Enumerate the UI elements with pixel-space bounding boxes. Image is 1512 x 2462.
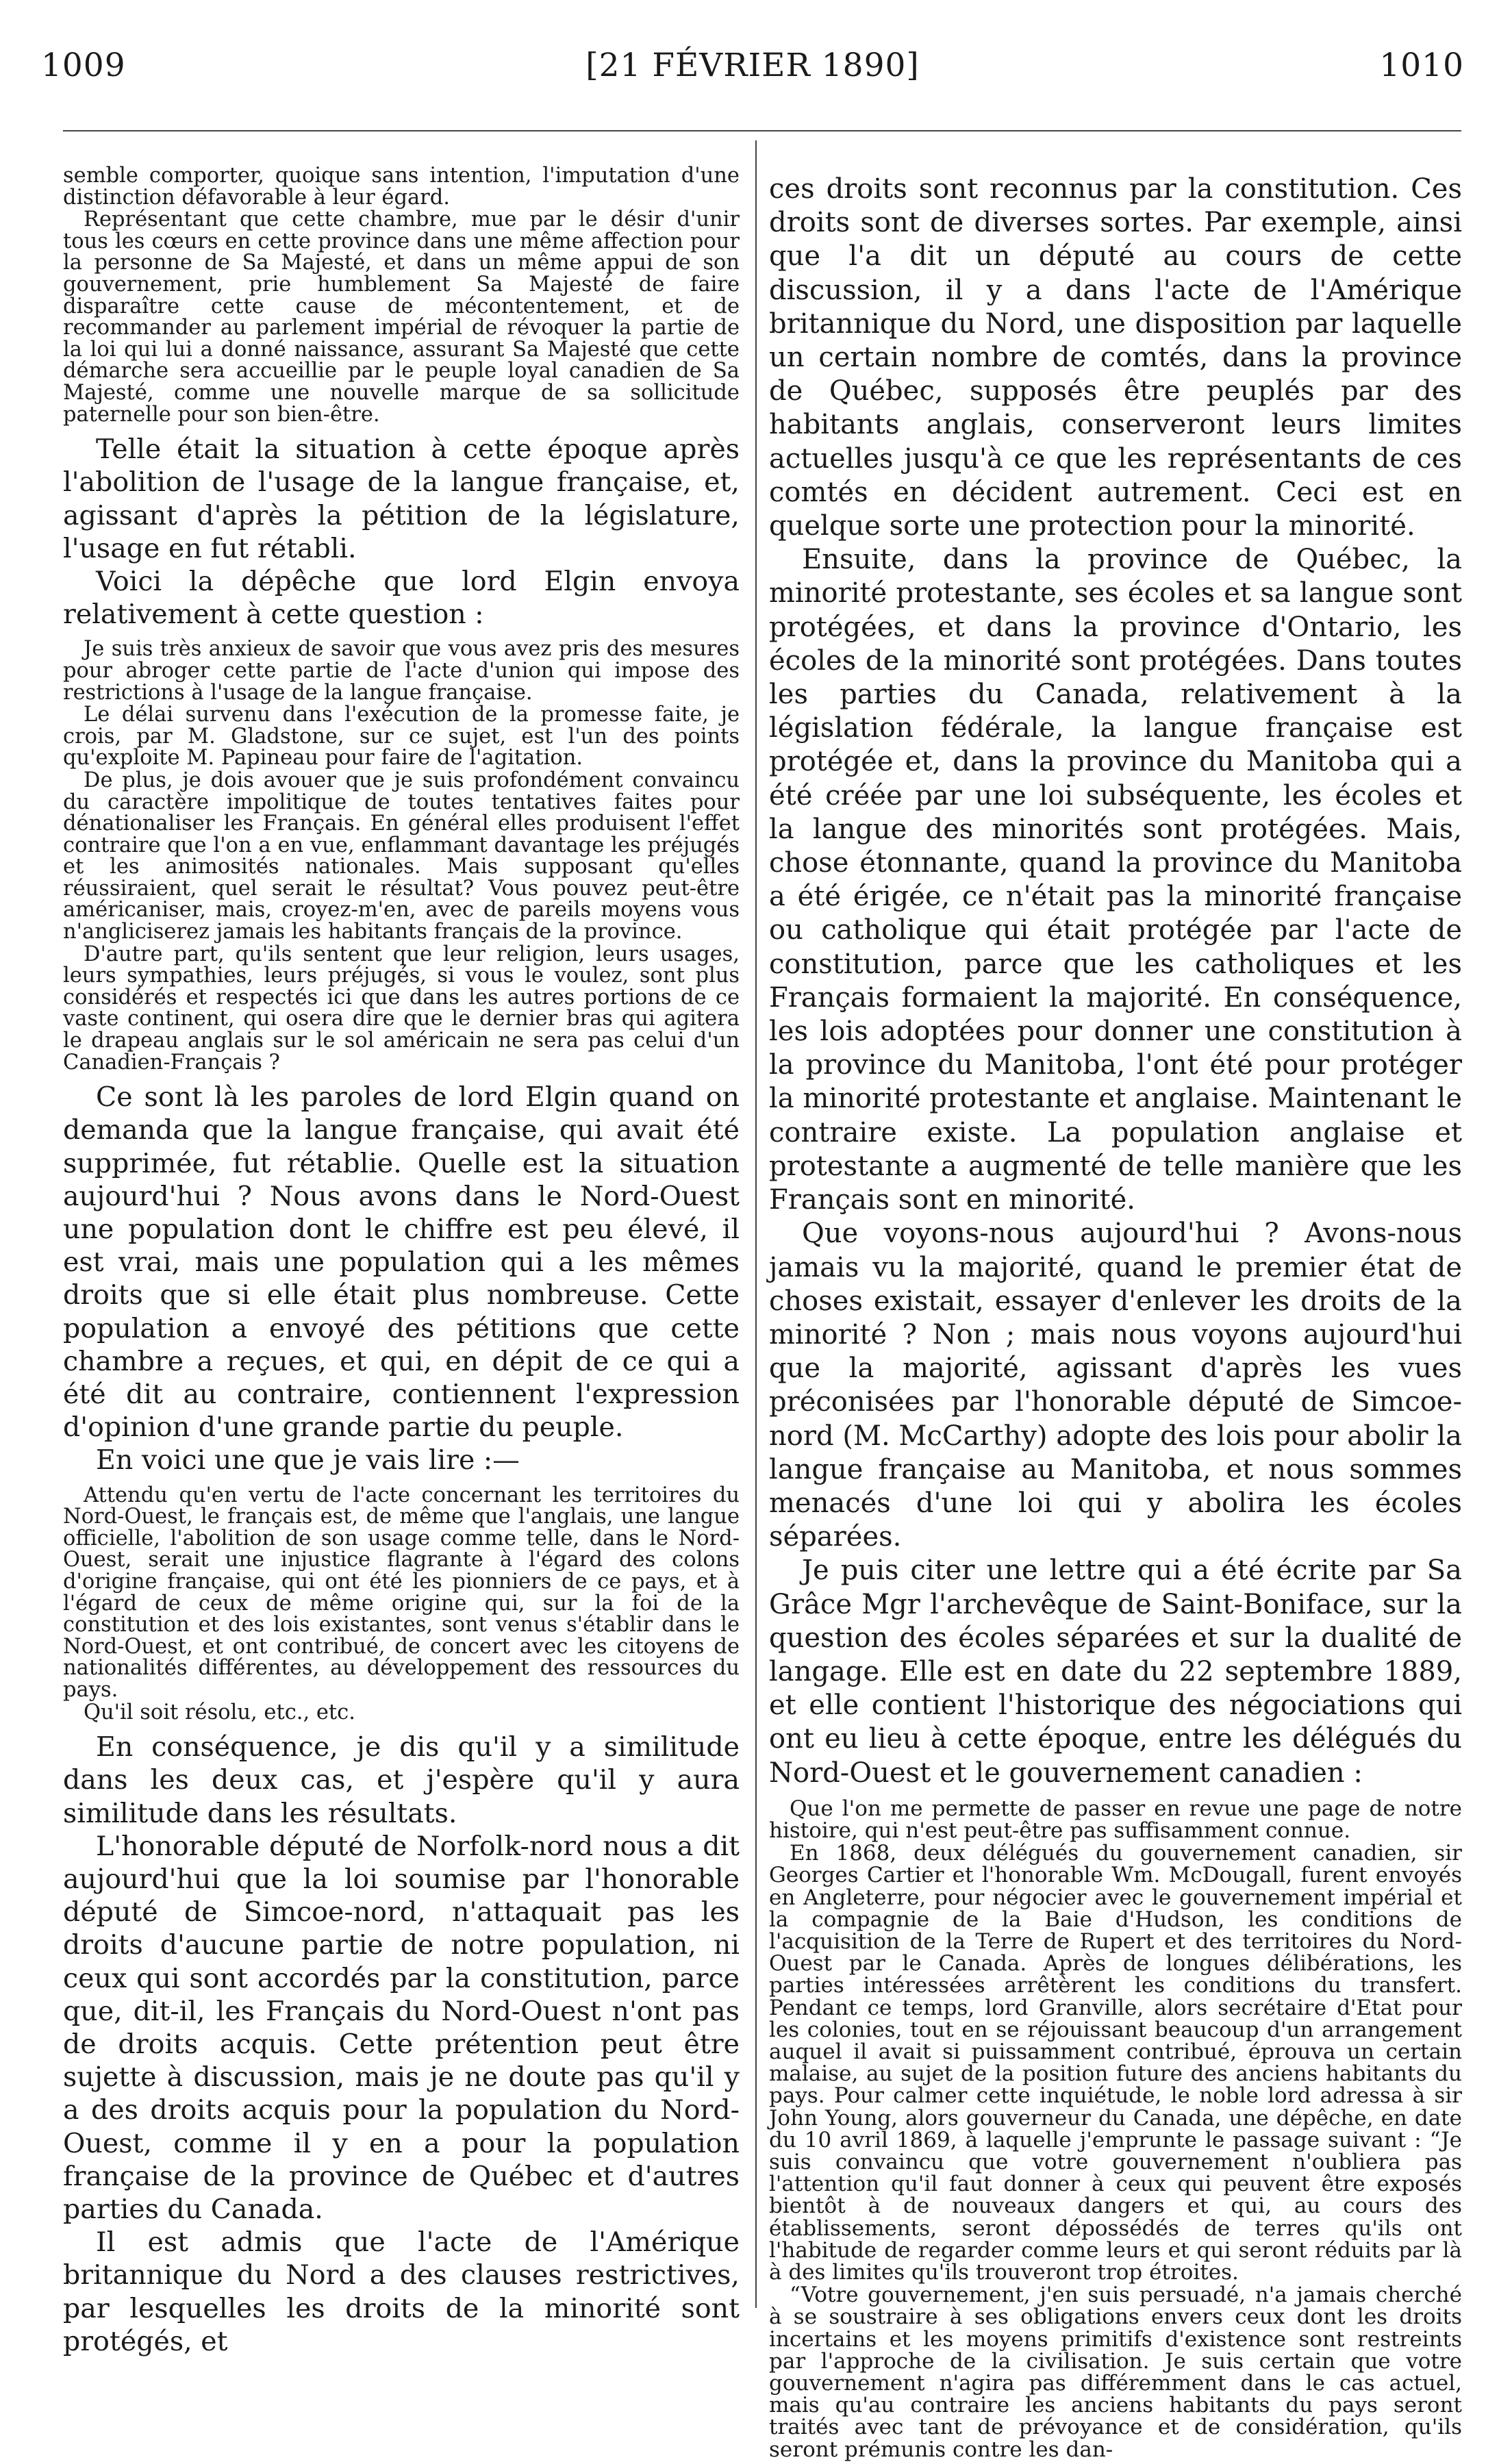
quoted-paragraph: Que l'on me permette de passer en revue une page de notre histoire, qui n'est peut-être pas suffisamment connue.	[769, 1796, 1462, 1843]
page-header	[41, 47, 1464, 101]
column-divider	[755, 140, 757, 2308]
quoted-paragraph: Attendu qu'en vertu de l'acte concernant les territoires du Nord-Ouest, le français est, de même que l'anglais, une langue officielle, l'abolition de son usage comme telle, dans le Nord-Ouest, serait une injustice flagrante à l'égard des colons d'origine française, qui ont été les pionniers de ce pays, et à l'égard de ceux de même origine qui, sur la foi de la constitution et des lois existantes, sont venus s'établir dans le Nord-Ouest, et ont contribué, de concert avec les citoyens de nationalités différentes, au développement des ressources du pays.	[63, 1483, 740, 1702]
paragraph: ces droits sont reconnus par la constitution. Ces droits sont de diverses sortes. Par exemple, ainsi que l'a dit un député au cours de cette discussion, il y a dans l'acte de l'Amérique britannique du Nord, une disposition par laquelle un certain nombre de comtés, dans la province de Québec, supposés être peuplés par des habitants anglais, conserveront leurs limites actuelles jusqu'à ce que les représentants de ces comtés en décident autrement. Ceci est en quelque sorte une protection pour la minorité.	[769, 173, 1462, 542]
right-column	[769, 173, 1462, 2461]
quoted-paragraph: Je suis très anxieux de savoir que vous avez pris des mesures pour abroger cette partie de l'acte d'union qui impose des restrictions à l'usage de la langue française.	[63, 637, 740, 705]
quoted-paragraph: Qu'il soit résolu, etc., etc.	[84, 1700, 355, 1724]
paragraph: En conséquence, je dis qu'il y a similitude dans les deux cas, et j'espère qu'il y aura similitude dans les résultats.	[63, 1731, 740, 1829]
quoted-paragraph: “Votre gouvernement, j'en suis persuadé, n'a jamais cherché à se soustraire à ses obligations envers ceux dont les droits incertains et les moyens primitifs d'existence sont restreints par l'approche de la civilisation. Je suis certain que votre gouvernement n'agira pas différemment dans le cas actuel, mais qu'au contraire les anciens habitants du pays seront traités avec tant de prévoyance et de considération, qu'ils seront prémunis contre les dan-	[769, 2283, 1462, 2462]
paragraph: L'honorable député de Norfolk-nord nous a dit aujourd'hui que la loi soumise par l'honorable député de Simcoe-nord, n'attaquait pas les droits d'aucune partie de notre population, ni ceux qui sont accordés par la constitution, parce que, dit-il, les Français du Nord-Ouest n'ont pas de droits acquis. Cette prétention peut être sujette à discussion, mais je ne doute pas qu'il y a des droits acquis pour la population du Nord-Ouest, comme il y en a pour la population française de la province de Québec et d'autres parties du Canada.	[63, 1830, 740, 2226]
paragraph: Telle était la situation à cette époque après l'abolition de l'usage de la langue française, et, agissant d'après la pétition de la législature, l'usage en fut rétabli.	[63, 434, 740, 564]
paragraph: Il est admis que l'acte de l'Amérique britannique du Nord a des clauses restrictives, par lesquelles les droits de la minorité sont protégés, et	[63, 2226, 740, 2357]
quoted-paragraph: D'autre part, qu'ils sentent que leur religion, leurs usages, leurs sympathies, leurs préjugés, si vous le voulez, sont plus considérés et respectés ici que dans les autres portions de ce vaste continent, qui osera dire que le dernier bras qui agitera le drapeau anglais sur le sol américain ne sera pas celui d'un Canadien-Français ?	[63, 942, 740, 1075]
page-number-left: 1009	[41, 47, 126, 84]
page-number-right: 1010	[1379, 47, 1464, 84]
left-column	[63, 164, 740, 2358]
paragraph: Je puis citer une lettre qui a été écrite par Sa Grâce Mgr l'archevêque de Saint-Boniface, sur la question des écoles séparées et sur la dualité de langage. Elle est en date du 22 septembre 1889, et elle contient l'historique des négociations qui ont eu lieu à cette époque, entre les délégués du Nord-Ouest et le gouvernement canadien :	[769, 1555, 1462, 1789]
paragraph: Ensuite, dans la province de Québec, la minorité protestante, ses écoles et sa langue sont protégées, et dans la province d'Ontario, les écoles de la minorité sont protégées. Dans toutes les parties du Canada, relativement à la législation fédérale, la langue française est protégée et, dans la province du Manitoba qui a été créée par une loi subséquente, les écoles et la langue des minorités sont protégées. Mais, chose étonnante, quand la province du Manitoba a été érigée, ce n'était pas la minorité française ou catholique qui était protégée par l'acte de constitution, parce que les catholiques et les Français formaient la majorité. En conséquence, les lois adoptées pour donner une constitution à la province du Manitoba, l'ont été pour protéger la minorité protestante et anglaise. Maintenant le contraire existe. La population anglaise et protestante a augmenté de telle manière que les Français sont en minorité.	[769, 544, 1462, 1216]
paragraph: En voici une que je vais lire :—	[96, 1444, 520, 1477]
header-rule	[63, 130, 1461, 131]
quoted-paragraph: Représentant que cette chambre, mue par le désir d'unir tous les cœurs en cette province dans une même affection pour la personne de Sa Majesté, et dans un même appui de son gouvernement, prie humblement Sa Majesté de faire disparaître cette cause de mécontentement, et de recommander au parlement impérial de révoquer la partie de la loi qui lui a donné naissance, assurant Sa Majesté que cette démarche sera accueillie par le peuple loyal canadien de Sa Majesté, comme une nouvelle marque de sa sollicitude paternelle pour son bien-être.	[63, 208, 740, 427]
quoted-paragraph: Le délai survenu dans l'exécution de la promesse faite, je crois, par M. Gladstone, sur ce sujet, est l'un des points qu'exploite M. Papineau pour faire de l'agitation.	[63, 703, 740, 770]
page-date: [21 FÉVRIER 1890]	[585, 47, 920, 84]
quoted-paragraph: semble comporter, quoique sans intention, l'imputation d'une distinction défavorable à leur égard.	[63, 164, 740, 210]
paragraph: Voici la dépêche que lord Elgin envoya relativement à cette question :	[63, 565, 740, 631]
paragraph: Ce sont là les paroles de lord Elgin quand on demanda que la langue française, qui avait été supprimée, fut rétablie. Quelle est la situation aujourd'hui ? Nous avons dans le Nord-Ouest une population dont le chiffre est peu élevé, il est vrai, mais une population qui a les mêmes droits que si elle était plus nombreuse. Cette population a envoyé des pétitions que cette chambre a reçues, et qui, en dépit de ce qui a été dit au contraire, contiennent l'expression d'opinion d'une grande partie du peuple.	[63, 1081, 740, 1444]
quoted-paragraph: En 1868, deux délégués du gouvernement canadien, sir Georges Cartier et l'honorable Wm. McDougall, furent envoyés en Angleterre, pour négocier avec le gouvernement impérial et la compagnie de la Baie d'Hudson, les conditions de l'acquisition de la Terre de Rupert et des territoires du Nord-Ouest par le Canada. Après de longues délibérations, les parties intéressées arrêtèrent les conditions du transfert. Pendant ce temps, lord Granville, alors secrétaire d'Etat pour les colonies, tout en se réjouissant beaucoup d'un arrangement auquel il avait si puissamment contribué, éprouva un certain malaise, au sujet de la position future des anciens habitants du pays. Pour calmer cette inquiétude, le noble lord adressa à sir John Young, alors gouverneur du Canada, une dépêche, en date du 10 avril 1869, à laquelle j'emprunte le passage suivant : “Je suis convaincu que votre gouvernement n'oubliera pas l'attention qu'il faut donner à ceux qui peuvent être exposés bientôt à de nouveaux dangers et qui, au cours des établissements, seront dépossédés de terres qu'ils ont l'habitude de regarder comme leurs et qui seront réduits par là à des limites qu'ils trouveront trop étroites.	[769, 1841, 1462, 2285]
quoted-paragraph: De plus, je dois avouer que je suis profondément convaincu du caractère impolitique de toutes tentatives faites pour dénationaliser les Français. En général elles produisent l'effet contraire que l'on a en vue, enflammant davantage les préjugés et les animosités nationales. Mais supposant qu'elles réussiraient, quel serait le résultat? Vous pouvez peut-être américaniser, mais, croyez-m'en, avec de pareils moyens vous n'angliciserez jamais les habitants français de la province.	[63, 768, 740, 944]
paragraph: Que voyons-nous aujourd'hui ? Avons-nous jamais vu la majorité, quand le premier état de choses existait, essayer d'enlever les droits de la minorité ? Non ; mais nous voyons aujourd'hui que la majorité, agissant d'après les vues préconisées par l'honorable député de Simcoe-nord (M. McCarthy) adopte des lois pour abolir la langue française au Manitoba, et nous sommes menacés d'une loi qui y abolira les écoles séparées.	[769, 1218, 1462, 1553]
